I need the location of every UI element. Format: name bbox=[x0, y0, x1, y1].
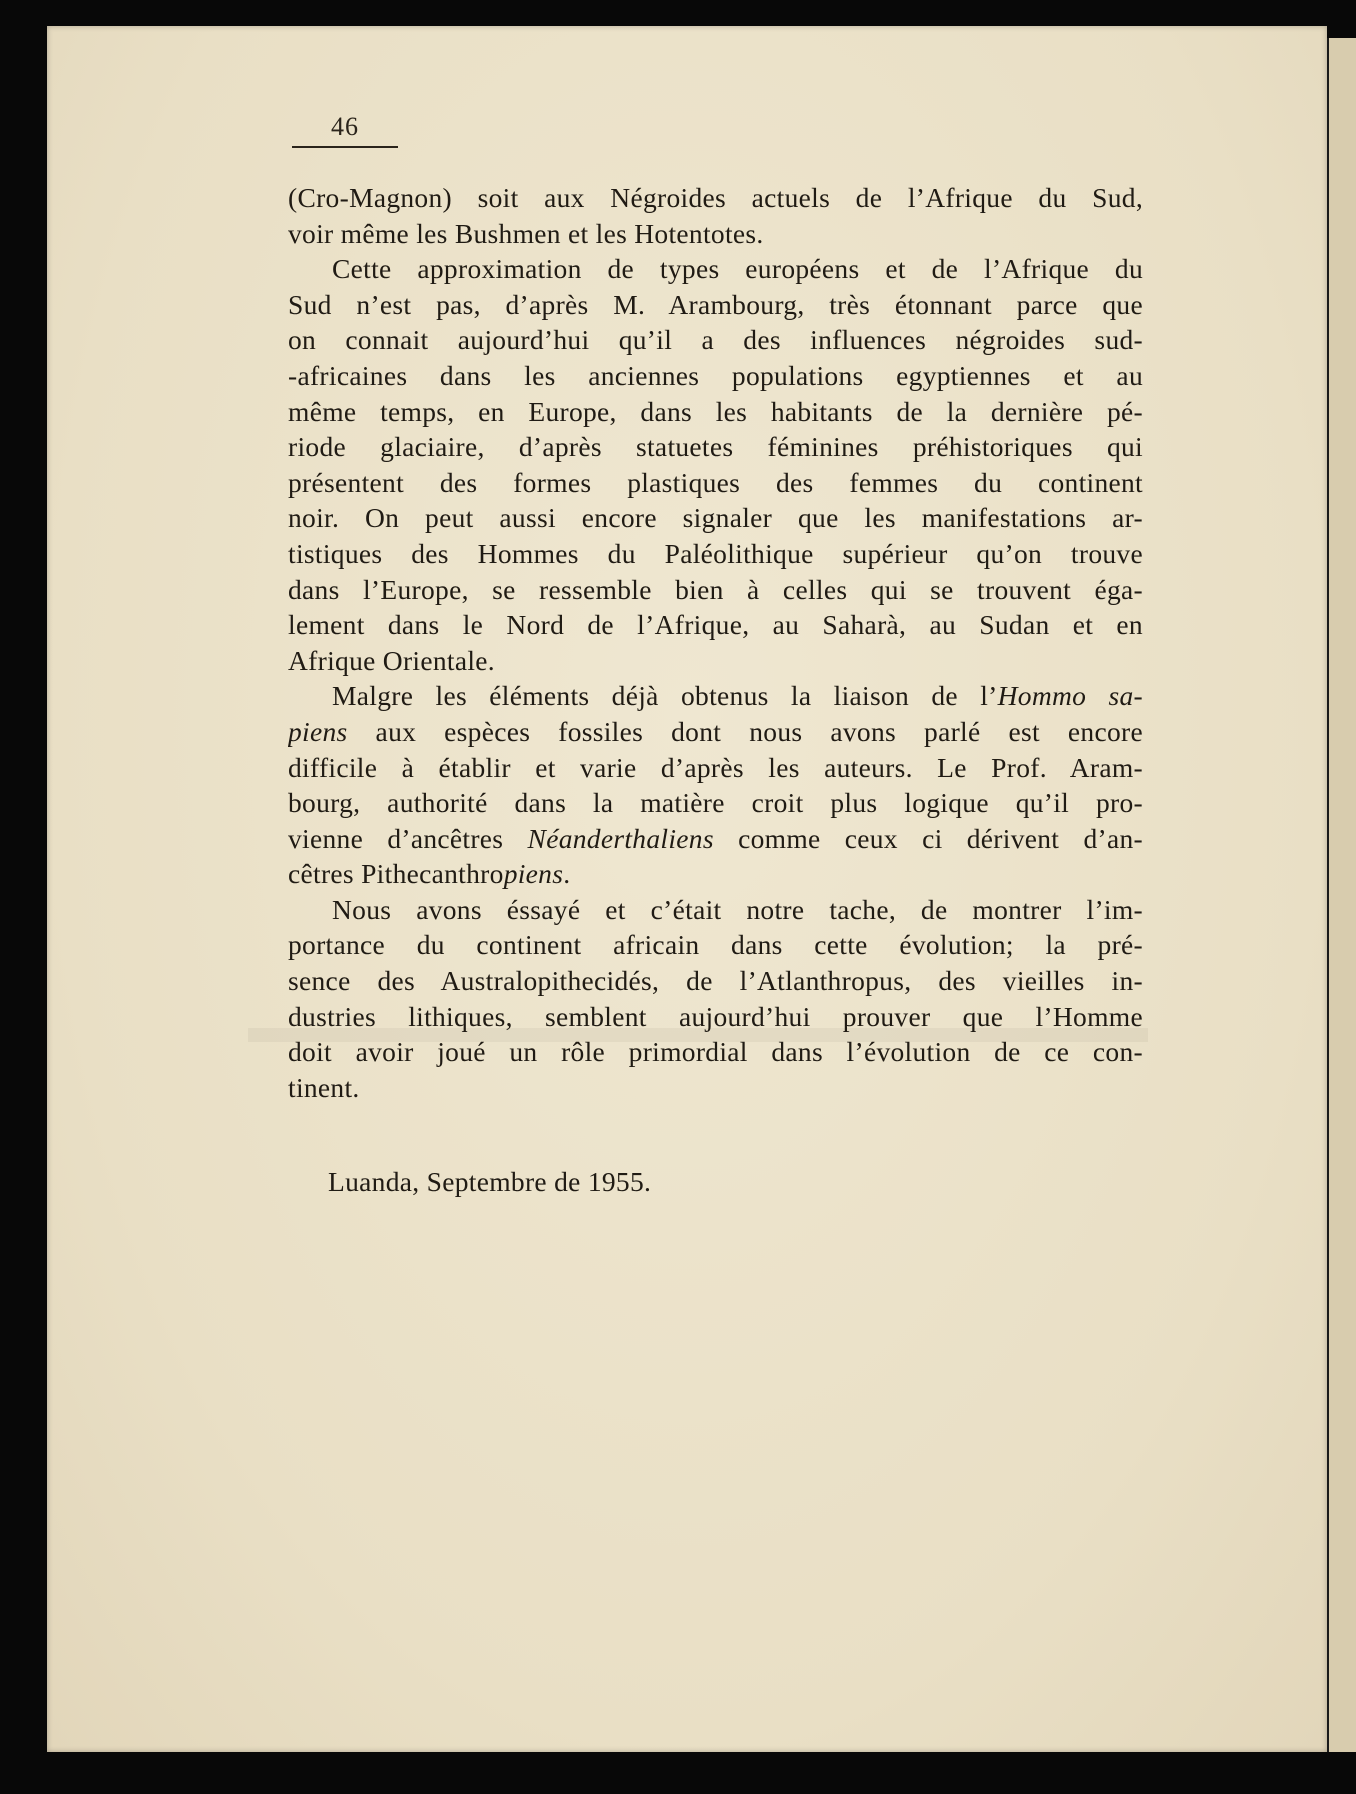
text-line: présentent des formes plastiques des femmes du continent bbox=[288, 466, 1143, 498]
text-line: vienne d’ancêtres Néanderthaliens comme ceux ci dérivent d’an- bbox=[288, 822, 1143, 854]
text-line: Nous avons éssayé et c’était notre tache, de montrer l’im- bbox=[332, 893, 1143, 925]
text-line: -africaines dans les anciennes populations egyptiennes et au bbox=[288, 359, 1143, 391]
page-header bbox=[292, 112, 398, 148]
text-line: tistiques des Hommes du Paléolithique supérieur qu’on trouve bbox=[288, 537, 1143, 569]
text-line: bourg, authorité dans la matière croit plus logique qu’il pro- bbox=[288, 787, 1143, 819]
page-number-rule bbox=[292, 146, 398, 148]
text-line: sence des Australopithecidés, de l’Atlanthropus, des vieilles in- bbox=[288, 965, 1143, 997]
paragraph bbox=[288, 180, 1143, 251]
text-line: tinent. bbox=[288, 1071, 360, 1103]
text-line: lement dans le Nord de l’Afrique, au Saharà, au Sudan et en bbox=[288, 609, 1143, 641]
text-line: voir même les Bushmen et les Hotentotes. bbox=[288, 217, 764, 249]
text-line: Cette approximation de types européens et de l’Afrique du bbox=[332, 253, 1143, 285]
text-line: portance du continent africain dans cette évolution; la pré- bbox=[288, 929, 1143, 961]
text-line: piens aux espèces fossiles dont nous avons parlé est encore bbox=[288, 715, 1143, 747]
text-line: Sud n’est pas, d’après M. Arambourg, très étonnant parce que bbox=[288, 288, 1143, 320]
text-line: cêtres Pithecanthropiens. bbox=[288, 858, 571, 890]
text-line: dans l’Europe, se ressemble bien à celles qui se trouvent éga- bbox=[288, 573, 1143, 605]
text-line: Afrique Orientale. bbox=[288, 644, 495, 676]
text-line: dustries lithiques, semblent aujourd’hui prouver que l’Homme bbox=[288, 1000, 1143, 1032]
text-line: difficile à établir et varie d’après les auteurs. Le Prof. Aram- bbox=[288, 751, 1143, 783]
text-line: même temps, en Europe, dans les habitants de la dernière pé- bbox=[288, 395, 1143, 427]
paragraph bbox=[288, 892, 1143, 1106]
body-text bbox=[288, 180, 1143, 1105]
page-number: 46 bbox=[331, 112, 359, 141]
text-line: riode glaciaire, d’après statuetes féminines préhistoriques qui bbox=[288, 431, 1143, 463]
text-line: Malgre les éléments déjà obtenus la liaison de l’Hommo sa- bbox=[332, 680, 1143, 712]
place-and-date: Luanda, Septembre de 1955. bbox=[328, 1166, 652, 1197]
paragraph bbox=[288, 251, 1143, 678]
text-line: doit avoir joué un rôle primordial dans l’évolution de ce con- bbox=[288, 1036, 1143, 1068]
adjacent-page-edge bbox=[1327, 38, 1356, 1752]
text-line: on connait aujourd’hui qu’il a des influences négroides sud- bbox=[288, 324, 1143, 356]
paragraph bbox=[288, 678, 1143, 892]
text-line: (Cro-Magnon) soit aux Négroides actuels de l’Afrique du Sud, bbox=[288, 182, 1143, 213]
text-line: noir. On peut aussi encore signaler que les manifestations ar- bbox=[288, 502, 1143, 534]
